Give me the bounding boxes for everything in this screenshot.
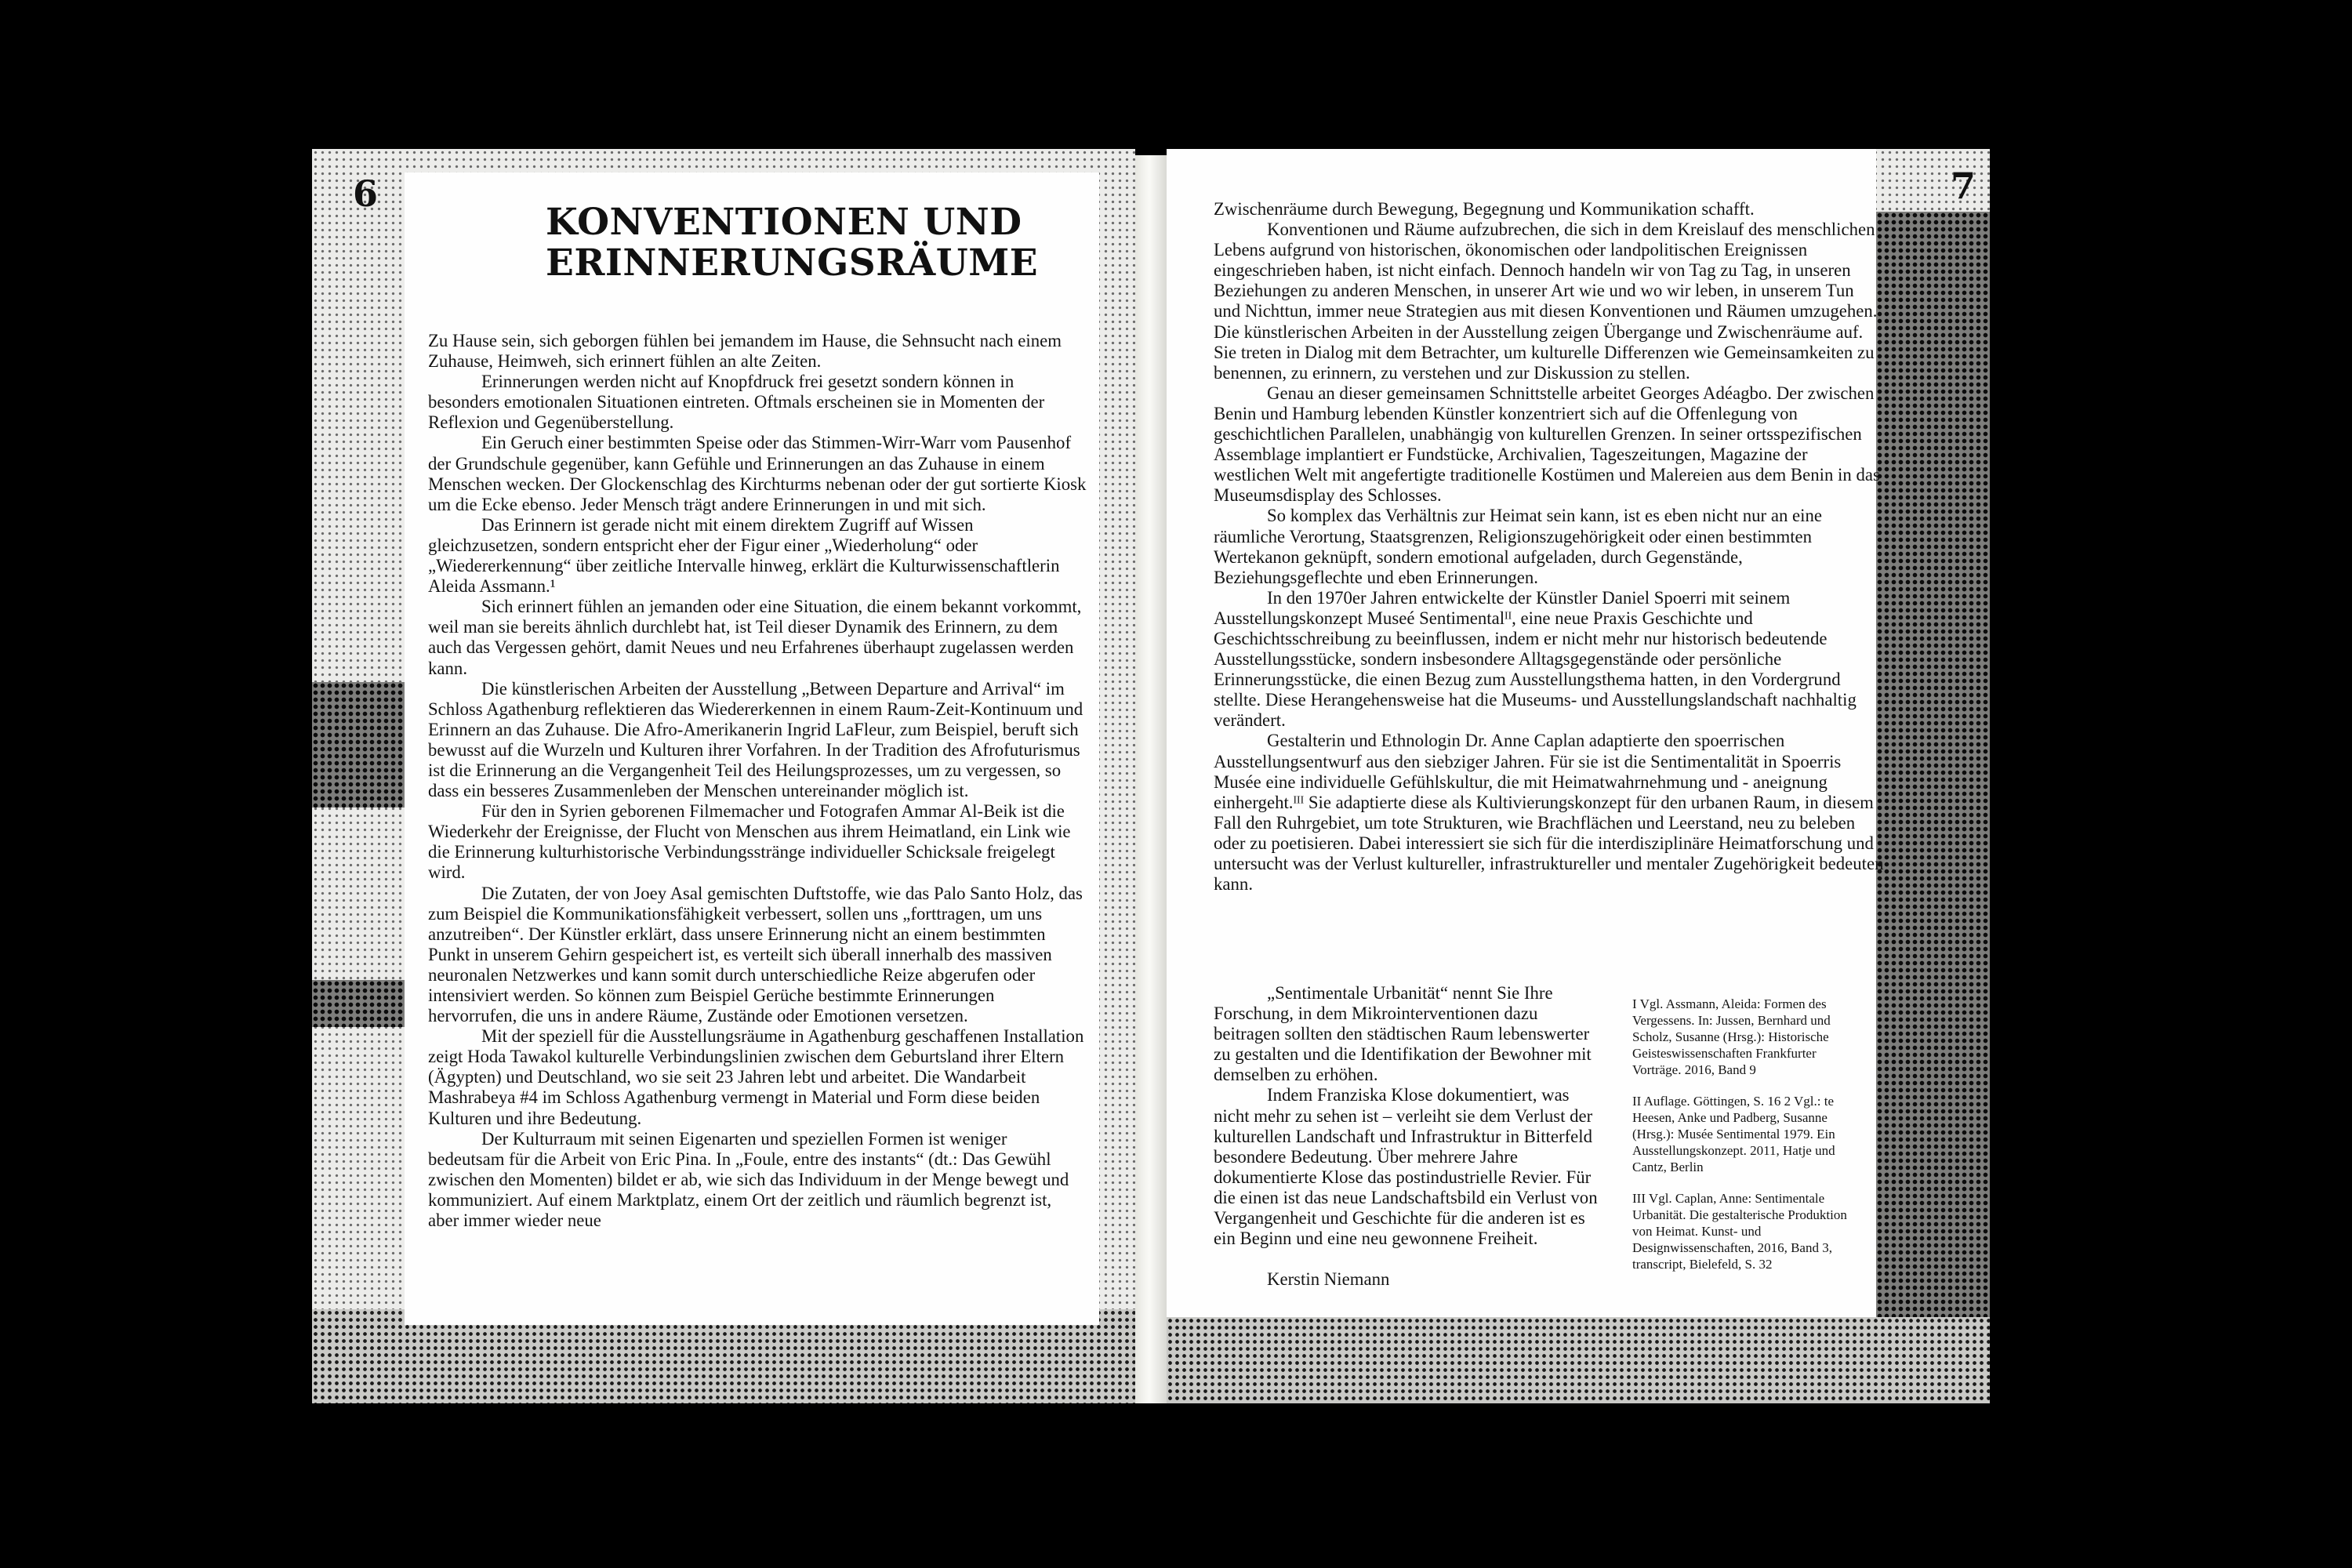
paragraph: Gestalterin und Ethnologin Dr. Anne Caplan adaptierte den spoerrischen Ausstellungsentwurf aus den siebziger Jahren. Für sie ist die Sentimentalität in Spoerris Musée eine individuelle Gefühlskultur, die mit Heimatwahrnehmung und - aneignung einhergeht.ᴵᴵᴵ Sie adaptierte diese als Kultivierungskonzept für den urbanen Raum, in diesem Fall den Ruhrgebiet, um tote Strukturen, wie Brachflächen und Leerstand, neu zu beleben oder zu poetisieren. Dabei interessiert sie sich für die interdisziplinäre Heimatforschung und untersucht was der Verlust kultureller, infrastruktureller und mentaler Zugehörigkeit bedeuten kann. <box>1214 731 1884 895</box>
book-gutter <box>1135 155 1167 1403</box>
paragraph: Die künstlerischen Arbeiten der Ausstellung „Between Departure and Arrival“ im Schloss Agathenburg reflektieren das Wiedererkennen in einem Raum-Zeit-Kontinuum und Erinnern an das Zuhause. Die Afro-Amerikanerin Ingrid LaFleur, zum Beispiel, beruft sich bewusst auf die Wurzeln und Kulturen ihrer Vorfahren. In der Tradition des Afrofuturismus ist die Erinnerung an die Vergangenheit Teil des Heilungsprozesses, um zu vergessen, so dass ein besseres Zusammenleben der Menschen untereinander möglich ist. <box>428 678 1083 801</box>
paragraph: Erinnerungen werden nicht auf Knopfdruck frei gesetzt sondern können in besonders emotionalen Situationen eintreten. Oftmals erscheinen sie in Momenten der Reflexion und Gegenüberstellung. <box>428 372 1045 433</box>
paragraph: In den 1970er Jahren entwickelte der Künstler Daniel Spoerri mit seinem Ausstellungskonzept Museé Sentimentalᴵᴵ, eine neue Praxis Geschichte und Geschichtsschreibung zu beeinflussen, indem er nicht mehr nur historisch bedeutende Ausstellungsstücke, sondern insbesondere Alltagsgegenstände oder persönliche Erinnerungsstücke, die einen Bezug zum Ausstellungsthema hatten, in den Vordergrund stellte. Diese Herangehensweise hat die Museums- und Ausstellungslandschaft nachhaltig verändert. <box>1214 587 1857 731</box>
right-body-text <box>1214 199 1884 895</box>
left-body-text <box>428 331 1087 1231</box>
paragraph: Sich erinnert fühlen an jemanden oder eine Situation, die einem bekannt vorkommt, weil man sie bereits ähnlich durchlebt hat, ist Teil dieser Dynamik des Erinnern, zu dem auch das Vergessen gehört, damit Neues und neu Erfahrenes überhaupt zugelassen werden kann. <box>428 597 1082 678</box>
paragraph: Mit der speziell für die Ausstellungsräume in Agathenburg geschaffenen Installation zeigt Hoda Tawakol kulturelle Verbindungslinien zwischen dem Geburtsland ihrer Eltern (Ägypten) und Deutschland, wo sie seit 23 Jahren lebt und arbeitet. Die Wandarbeit Mashrabeya #4 im Schloss Agathenburg vermengt in Material und Form diese beiden Kulturen und ihre Bedeutung. <box>428 1026 1084 1128</box>
paragraph: Zu Hause sein, sich geborgen fühlen bei jemandem im Hause, die Sehnsucht nach einem Zuhause, Heimweh, sich erinnert fühlen an alte Zeiten. <box>428 331 1062 372</box>
paragraph: „Sentimentale Urbanität“ nennt Sie Ihre Forschung, in dem Mikrointerventionen dazu beitragen sollten den städtischen Raum lebenswerter zu gestalten und die Identifikation der Bewohner mit demselben zu erhöhen. <box>1214 983 1592 1085</box>
page-number-right: 7 <box>1951 165 1976 207</box>
article-title <box>546 202 1038 284</box>
title-line-1: KONVENTIONEN UND <box>546 201 1022 244</box>
right-body-text-narrow <box>1214 983 1606 1290</box>
paragraph: Ein Geruch einer bestimmten Speise oder das Stimmen-Wirr-Warr vom Pausenhof der Grundschule gegenüber, kann Gefühle und Erinnerungen an das Zuhause in einem Menschen wecken. Der Glockenschlag des Kirchturms nebenan oder der gut sortierte Kiosk um die Ecke ebenso. Jeder Mensch trägt andere Erinnerungen in und mit sich. <box>428 433 1087 514</box>
paragraph: Für den in Syrien geborenen Filmemacher und Fotografen Ammar Al-Beik ist die Wiederkehr der Ereignisse, der Flucht von Menschen aus ihrem Heimatland, ein Link wie die Erinnerung kulturhistorische Verbindungsstränge individueller Schicksale freigelegt wird. <box>428 801 1071 883</box>
paragraph: Der Kulturraum mit seinen Eigenarten und speziellen Formen ist weniger bedeutsam für die Arbeit von Eric Pina. In „Foule, entre des instants“ (dt.: Das Gewühl zwischen den Momenten) bildet er ab, wie sich das Individuum in der Menge bewegt und kommuniziert. Auf einem Marktplatz, einem Ort der zeitlich und räumlich begrenzt ist, aber immer wieder neue <box>428 1128 1069 1231</box>
paragraph: Indem Franziska Klose dokumentiert, was nicht mehr zu sehen ist – verleiht sie dem Verlust der kulturellen Landschaft und Infrastruktur in Bitterfeld besondere Bedeutung. Über mehrere Jahre dokumentierte Klose das postindustrielle Revier. Für die einen ist das neue Landschaftsbild ein Verlust von Vergangenheit und Geschichte für die anderen ist es ein Beginn und eine neu gewonnene Freiheit. <box>1214 1085 1598 1249</box>
paragraph: Das Erinnern ist gerade nicht mit einem direktem Zugriff auf Wissen gleichzusetzen, sondern entspricht eher der Figur einer „Wiederholung“ oder „Wiedererkennung“ über zeitliche Intervalle hinweg, erklärt die Kulturwissenschaftlerin Aleida Assmann.¹ <box>428 514 1060 597</box>
title-line-2: ERINNERUNGSRÄUME <box>546 241 1039 285</box>
author-signature: Kerstin Niemann <box>1267 1269 1390 1290</box>
paragraph: Zwischenräume durch Bewegung, Begegnung und Kommunikation schafft. <box>1214 199 1755 219</box>
paragraph: Die Zutaten, der von Joey Asal gemischten Duftstoffe, wie das Palo Santo Holz, das zum Beispiel die Kommunikationsfähigkeit verbessert, sollen uns „forttragen, um uns anzutreiben“. Der Künstler erklärt, dass unsere Erinnerung nicht an einem bestimmten Punkt in unserem Gehirn gespeichert ist, es verteilt sich überall innerhalb des massiven neuronalen Netzwerkes und kann somit durch unterschiedliche Reize abgerufen oder intensiviert werden. So können zum Beispiel Gerüche bestimmte Erinnerungen hervorrufen, die uns in andere Räume, Zustände oder Emotionen versetzen. <box>428 883 1083 1026</box>
right-page <box>1167 149 1990 1403</box>
paragraph: Genau an dieser gemeinsamen Schnittstelle arbeitet Georges Adéagbo. Der zwischen Benin und Hamburg lebenden Künstler konzentriert sich auf die Offenlegung von geschichtlichen Parallelen, unabhängig von kulturellen Grenzen. In seiner ortsspezifischen Assemblage implantiert er Fundstücke, Archivalien, Tageszeitungen, Magazine der westlichen Welt mit angefertigte traditionelle Kostümen und Malereien aus dem Benin in das Museumsdisplay des Schlosses. <box>1214 383 1880 506</box>
left-page <box>312 149 1135 1403</box>
magazine-spread <box>312 149 1976 1403</box>
page-number-left: 6 <box>353 172 379 215</box>
paragraph: So komplex das Verhältnis zur Heimat sein kann, ist es eben nicht nur an eine räumliche Verortung, Staatsgrenzen, Religionszugehörigkeit oder einen bestimmten Wertekanon geknüpft, sondern emotional aufgeladen, durch Gegenstände, Beziehungsgeflechte und eben Erinnerungen. <box>1214 506 1823 587</box>
footnotes <box>1632 996 1864 1287</box>
footnote: I Vgl. Assmann, Aleida: Formen des Vergessens. In: Jussen, Bernhard und Scholz, Susanne (Hrsg.): Historische Geisteswissenschaften Frankfurter Vorträge. 2016, Band 9 <box>1632 996 1831 1077</box>
footnote: III Vgl. Caplan, Anne: Sentimentale Urbanität. Die gestalterische Produktion von Heimat. Kunst- und Designwissenschaften, 2016, Band 3, transcript, Bielefeld, S. 32 <box>1632 1191 1847 1272</box>
footnote: II Auflage. Göttingen, S. 16 2 Vgl.: te Heesen, Anke und Padberg, Susanne (Hrsg.): Musée Sentimental 1979. Ein Ausstellungskonzept. 2011, Hatje und Cantz, Berlin <box>1632 1094 1835 1174</box>
paragraph: Konventionen und Räume aufzubrechen, die sich in dem Kreislauf des menschlichen Lebens aufgrund von historischen, ökonomischen oder landpolitischen Ereignissen eingeschrieben haben, ist nicht einfach. Dennoch handeln wir von Tag zu Tag, in unseren Beziehungen zu anderen Menschen, in unserer Art wie und wo wir leben, in unserem Tun und Nichttun, immer neue Strategien aus mit diesen Konventionen und Räumen umzugehen. Die künstlerischen Arbeiten in der Ausstellung zeigen Übergange und Zwischenräume auf. Sie treten in Dialog mit dem Betrachter, um kulturelle Differenzen wie Gemeinsamkeiten zu benennen, zu erinnern, zu verstehen und zur Diskussion zu stellen. <box>1214 220 1878 383</box>
